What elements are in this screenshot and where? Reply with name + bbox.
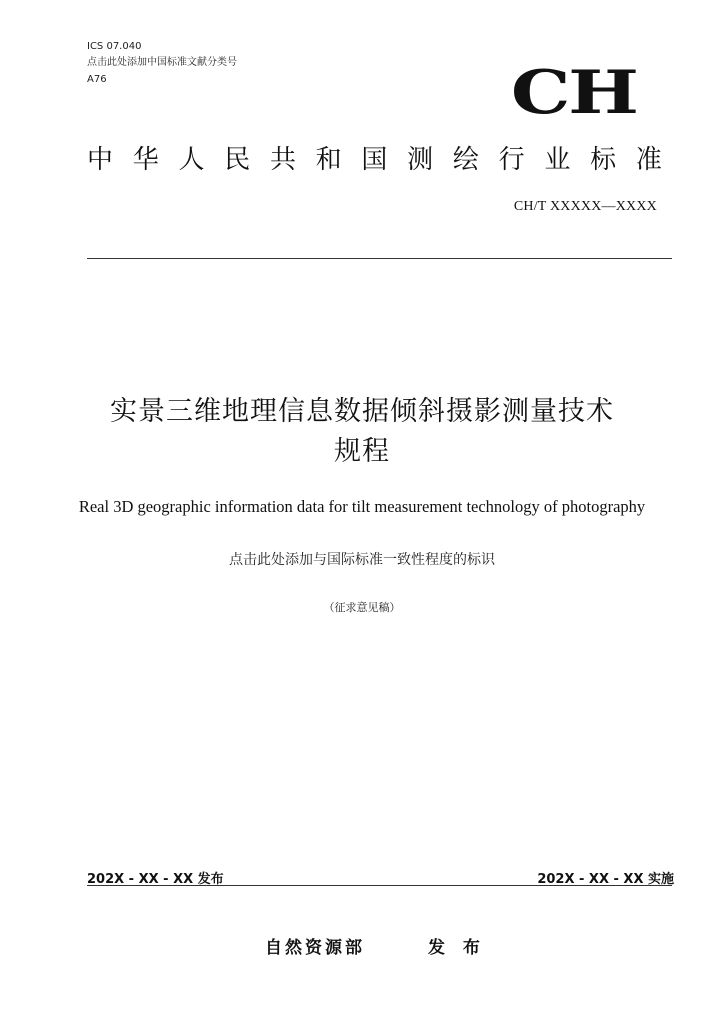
- industry-char: 行: [498, 145, 525, 175]
- ics-code: ICS 07.040: [87, 41, 142, 52]
- industry-char: 绘: [452, 145, 479, 175]
- industry-char: 准: [635, 145, 662, 175]
- industry-char: 人: [178, 145, 205, 175]
- issue-date: 202X - XX - XX 发布: [87, 872, 224, 887]
- implement-date: 202X - XX - XX 实施: [537, 872, 674, 887]
- industry-standard-heading: [87, 143, 662, 177]
- industry-char: 标: [590, 145, 617, 175]
- industry-char: 华: [132, 145, 159, 175]
- publisher-name: 自然资源部: [265, 938, 365, 958]
- consistency-placeholder[interactable]: 点击此处添加与国际标准一致性程度的标识: [229, 552, 495, 568]
- title-line-2: 规程: [334, 436, 390, 467]
- document-title: [60, 392, 664, 472]
- title-line-1: 实景三维地理信息数据倾斜摄影测量技术: [110, 396, 614, 427]
- draft-status: （征求意见稿）: [323, 601, 401, 614]
- industry-char: 测: [407, 145, 434, 175]
- header-divider: [87, 258, 672, 259]
- footer-divider: [87, 885, 672, 886]
- industry-char: 和: [315, 145, 342, 175]
- classification-code: A76: [87, 74, 107, 85]
- industry-char: 业: [544, 145, 571, 175]
- english-title: Real 3D geographic information data for tilt measurement technology of photography: [78, 497, 646, 516]
- classification-placeholder[interactable]: 点击此处添加中国标准文献分类号: [87, 57, 237, 68]
- standard-number: CH/T XXXXX—XXXX: [513, 199, 657, 214]
- industry-char: 共: [269, 145, 296, 175]
- publish-label: 发 布: [428, 938, 486, 958]
- industry-char: 中: [87, 145, 114, 175]
- industry-char: 国: [361, 145, 388, 175]
- industry-char: 民: [224, 145, 251, 175]
- ch-logo: CH: [510, 58, 636, 128]
